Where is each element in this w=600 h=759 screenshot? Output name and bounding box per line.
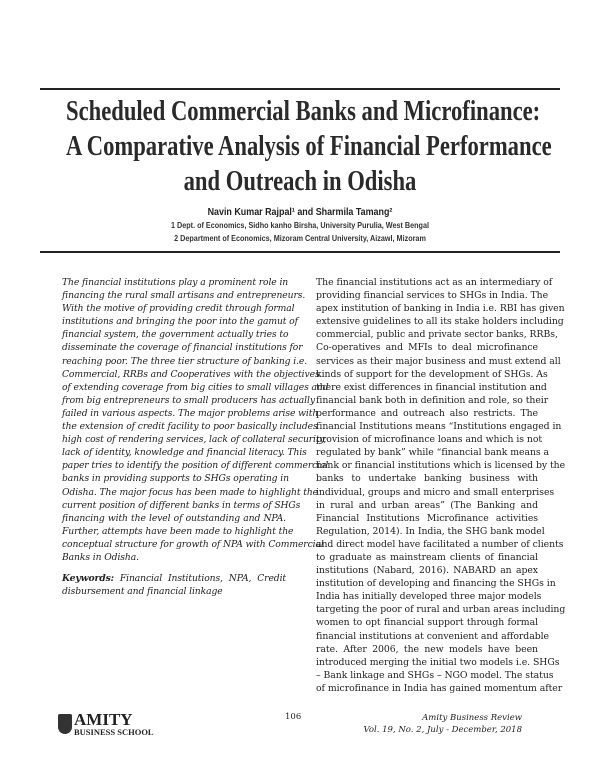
text-line: Co-operatives and MFIs to deal microfinance	[316, 342, 538, 354]
text-line: institution of developing and financing the SHGs in	[316, 578, 556, 590]
text-line: targeting the poor of rural and urban areas including	[316, 604, 566, 616]
keywords-line: disbursement and financial linkage	[62, 586, 223, 598]
text-line: financing the rural small artisans and entrepreneurs.	[62, 290, 306, 302]
text-line: institutions (Nabard, 2016). NABARD an apex	[316, 565, 538, 577]
text-line: commercial, public and private sector banks, RRBs,	[316, 329, 558, 341]
text-line: women to opt financial support through formal	[316, 617, 538, 629]
page-number: 106	[285, 712, 302, 722]
text-line: conceptual structure for growth of NPA with Commercial	[62, 538, 324, 550]
text-line: financial institutions at convenient and affordable	[316, 630, 549, 642]
text-line: from big entrepreneurs to small producers has actually	[62, 394, 315, 406]
text-line: reaching poor. The three tier structure of banking i.e.	[62, 355, 308, 367]
body-text	[316, 276, 566, 695]
text-line: introduced merging the initial two models i.e. SHGs	[316, 656, 560, 668]
text-line: regulated by bank” while “financial bank means a	[316, 447, 550, 459]
text-line: lack of identity, knowledge and financial literacy. This	[62, 447, 307, 459]
text-line: financing with the level of outstanding and NPA.	[62, 512, 286, 524]
text-line: banks to undertake banking business with	[316, 473, 538, 485]
text-line: provision of microfinance loans and which is not	[316, 434, 543, 446]
logo-top: AMITY	[74, 710, 133, 729]
affiliation: 2 Department of Economics, Mizoram Central University, Aizawl, Mizoram	[174, 233, 426, 243]
text-line: Banks in Odisha.	[62, 551, 139, 563]
text-line: disseminate the coverage of financial institutions for	[62, 342, 303, 354]
keywords-label: Keywords:	[62, 573, 114, 585]
abstract	[62, 276, 329, 598]
journal-name: Amity Business Review	[422, 713, 522, 723]
shield-icon	[58, 714, 72, 734]
text-line: financial bank both in definition and role, so their	[316, 394, 549, 406]
amity-logo	[58, 711, 154, 737]
text-line: to graduate as mainstream clients of financial	[316, 551, 538, 563]
author-block	[0, 205, 600, 245]
keywords-line	[62, 572, 286, 585]
text-line: services as their major business and must extend all	[316, 355, 561, 367]
title-line: and Outreach in Odisha	[183, 165, 417, 197]
top-rule	[40, 88, 560, 90]
keywords-text: Financial Institutions, NPA, Credit	[119, 573, 286, 585]
text-line: Regulation, 2014). In India, the SHG bank model	[316, 525, 545, 537]
text-line: there exist differences in financial institution and	[316, 381, 547, 393]
text-line: the extension of credit facility to poor basically includes	[62, 421, 318, 433]
journal-info	[364, 712, 522, 736]
text-line: in rural and urban areas” (The Banking and	[316, 499, 538, 511]
text-line: of microfinance in India has gained momentum after	[316, 682, 563, 694]
text-line: banks in providing supports to SHGs operating in	[62, 473, 289, 485]
logo-bottom: BUSINESS SCHOOL	[74, 727, 154, 737]
text-line: institutions and bringing the poor into the gamut of	[62, 316, 298, 328]
text-line: Financial Institutions Microfinance activities	[316, 512, 538, 524]
text-line: apex institution of banking in India i.e. RBI has given	[316, 303, 565, 315]
text-line: current position of different banks in terms of SHGs	[62, 499, 301, 511]
text-line: India has initially developed three major models	[316, 591, 542, 603]
article-title	[0, 94, 600, 199]
text-line: financial Institutions means “Institutions engaged in	[316, 421, 562, 433]
text-line: high cost of rendering services, lack of collateral security,	[62, 434, 327, 446]
text-line: – Bank linkage and SHGs – NGO model. The status	[316, 669, 554, 681]
text-line: providing financial services to SHGs in India. The	[316, 290, 549, 302]
text-line: rate. After 2006, the new models have been	[316, 643, 538, 655]
header-bottom-rule	[40, 251, 560, 253]
title-line: A Comparative Analysis of Financial Performance	[66, 130, 552, 162]
affiliation: 1 Dept. of Economics, Sidho kanho Birsha, University Purulia, West Bengal	[170, 220, 430, 230]
text-line: financial system, the government actually tries to	[62, 329, 289, 341]
author-names: Navin Kumar Rajpal¹ and Sharmila Tamang²	[207, 206, 393, 218]
text-line: paper tries to identify the position of different commercial	[62, 460, 329, 472]
text-line: and direct model have facilitated a number of clients	[316, 538, 564, 550]
title-line: Scheduled Commercial Banks and Microfinance:	[66, 95, 541, 127]
journal-issue: Vol. 19, No. 2, July - December, 2018	[363, 725, 522, 735]
text-line: extensive guidelines to all its stake holders including	[316, 316, 564, 328]
text-line: kinds of support for the development of SHGs. As	[316, 368, 548, 380]
text-line: bank or financial institutions which is licensed by the	[316, 460, 566, 472]
spacer	[62, 564, 286, 572]
text-line: With the motive of providing credit through formal	[62, 303, 295, 315]
text-line: performance and outreach also restricts. The	[316, 407, 538, 419]
text-line: failed in various aspects. The major problems arise with	[62, 407, 319, 419]
text-line: individual, groups and micro and small enterprises	[316, 486, 555, 498]
text-line: The financial institutions play a prominent role in	[62, 277, 289, 288]
text-line: Commercial, RRBs and Cooperatives with the objectives	[62, 368, 320, 380]
text-line: The financial institutions act as an intermediary of	[316, 277, 553, 288]
text-line: Odisha. The major focus has been made to highlight the	[62, 486, 319, 498]
text-line: Further, attempts have been made to highlight the	[62, 525, 294, 537]
text-line: of extending coverage from big cities to small villages and	[62, 381, 329, 393]
